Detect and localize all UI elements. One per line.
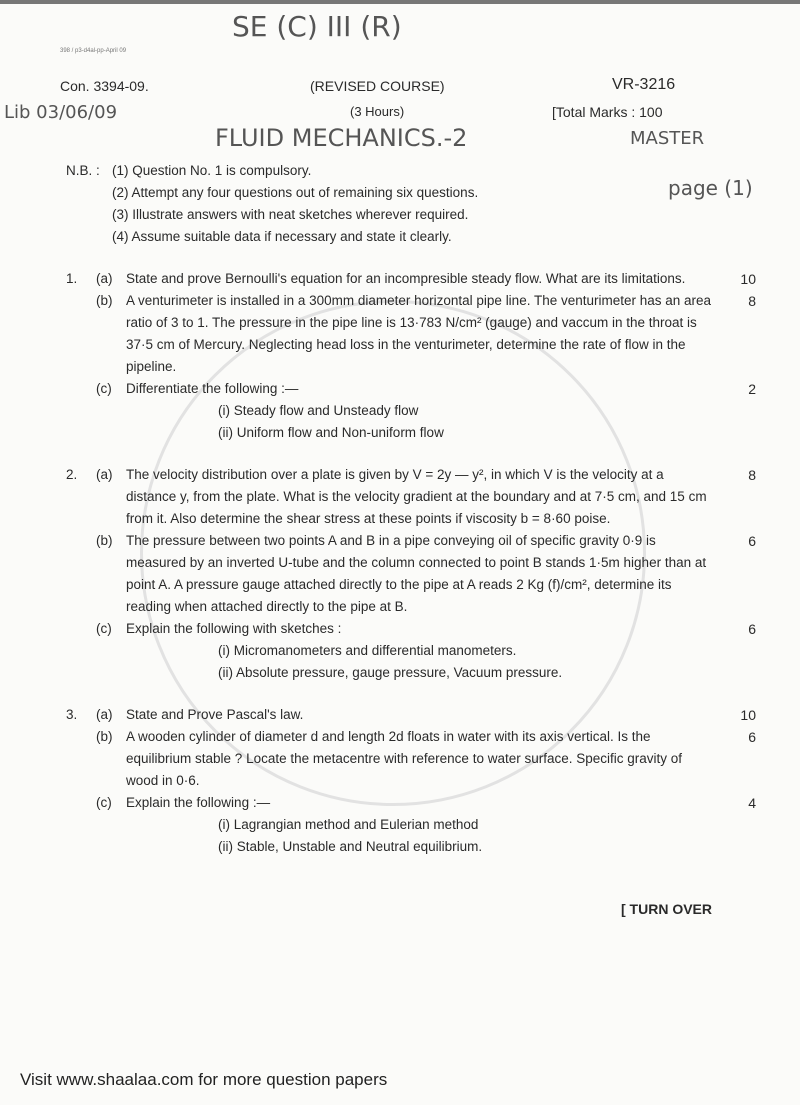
part-label: (a): [96, 271, 113, 286]
sub-item: (ii) Uniform flow and Non-uniform flow: [218, 425, 444, 440]
handwritten-subject: FLUID MECHANICS.-2: [215, 124, 468, 152]
part-text: State and Prove Pascal's law.: [126, 707, 304, 722]
marks: 6: [748, 621, 756, 637]
part-label: (b): [96, 293, 113, 308]
part-label: (a): [96, 707, 113, 722]
paper-code: VR-3216: [612, 76, 676, 93]
handwritten-master: MASTER: [630, 128, 705, 149]
question-2: [66, 464, 756, 684]
turn-over: [ TURN OVER: [621, 901, 712, 917]
course-label: (REVISED COURSE): [310, 78, 445, 94]
marks: 8: [748, 467, 756, 483]
con-number: Con. 3394-09.: [60, 78, 149, 94]
part-text: The pressure between two points A and B in a pipe conveying oil of specific gravity 0·9 is measured by an inverted U-tube and the column connected to point B stands 1·5m higher than at point A. A pressure gauge attached directly to the pipe at A reads 2 Kg (f)/cm², determine its reading when attached directly to the pipe at B.: [126, 533, 707, 614]
part-label: (c): [96, 381, 112, 396]
part-label: (c): [96, 621, 112, 636]
total-marks: [Total Marks : 100: [552, 104, 663, 120]
sub-item: (i) Micromanometers and differential manometers.: [218, 643, 517, 658]
part-label: (c): [96, 795, 112, 810]
nb-label: N.B. :: [66, 163, 100, 178]
part-text: The velocity distribution over a plate is given by V = 2y — y², in which V is the velocity at a distance y, from the plate. What is the velocity gradient at the boundary and at 7·5 cm, and 15 cm from it. Also determine the shear stress at these points if viscosity b = 8·60 poise.: [126, 467, 707, 526]
question-number: 2.: [66, 467, 78, 482]
instruction: (4) Assume suitable data if necessary and state it clearly.: [112, 229, 452, 244]
handwritten-class: SE (C) III (R): [232, 10, 402, 43]
handwritten-date: Lib 03/06/09: [4, 102, 118, 123]
marks: 6: [748, 533, 756, 549]
footer-text: Visit www.shaalaa.com for more question papers: [20, 1070, 388, 1089]
sub-item: (ii) Absolute pressure, gauge pressure, Vacuum pressure.: [218, 665, 563, 680]
marks: 2: [748, 381, 756, 397]
print-code: 398 / p3-d4al-pp-April 09: [60, 48, 127, 54]
sub-item: (ii) Stable, Unstable and Neutral equilibrium.: [218, 839, 483, 854]
part-text: A venturimeter is installed in a 300mm diameter horizontal pipe line. The venturimeter has an area ratio of 3 to 1. The pressure in the pipe line is 13·783 N/cm² (gauge) and vaccum in the throat is 37·5 cm of Mercury. Neglecting head loss in the venturimeter, determine the rate of flow in the pipeline.: [126, 293, 712, 374]
marks: 10: [740, 707, 756, 723]
part-text: Explain the following with sketches :: [126, 621, 342, 636]
question-3: [66, 704, 756, 858]
questions: [66, 268, 756, 920]
part-text: Differentiate the following :—: [126, 381, 299, 396]
instruction: (1) Question No. 1 is compulsory.: [112, 163, 312, 178]
scan-border: [0, 0, 800, 4]
marks: 10: [740, 271, 756, 287]
instruction: (2) Attempt any four questions out of remaining six questions.: [112, 185, 479, 200]
part-label: (a): [96, 467, 113, 482]
marks: 8: [748, 293, 756, 309]
handwritten-page: page (1): [668, 176, 753, 200]
part-text: State and prove Bernoulli's equation for an incompresible steady flow. What are its limitations.: [126, 271, 686, 286]
question-1: [66, 268, 756, 444]
part-label: (b): [96, 533, 113, 548]
instruction: (3) Illustrate answers with neat sketches wherever required.: [112, 207, 469, 222]
question-number: 3.: [66, 707, 78, 722]
part-text: A wooden cylinder of diameter d and length 2d floats in water with its axis vertical. Is the equilibrium stable ? Locate the metacentre with reference to water surface. Specific gravity of wood in 0·6.: [126, 729, 683, 788]
duration: (3 Hours): [350, 104, 405, 119]
instructions: [112, 160, 478, 248]
sub-item: (i) Steady flow and Unsteady flow: [218, 403, 419, 418]
marks: 4: [748, 795, 756, 811]
part-label: (b): [96, 729, 113, 744]
marks: 6: [748, 729, 756, 745]
part-text: Explain the following :—: [126, 795, 271, 810]
question-number: 1.: [66, 271, 78, 286]
sub-item: (i) Lagrangian method and Eulerian method: [218, 817, 479, 832]
